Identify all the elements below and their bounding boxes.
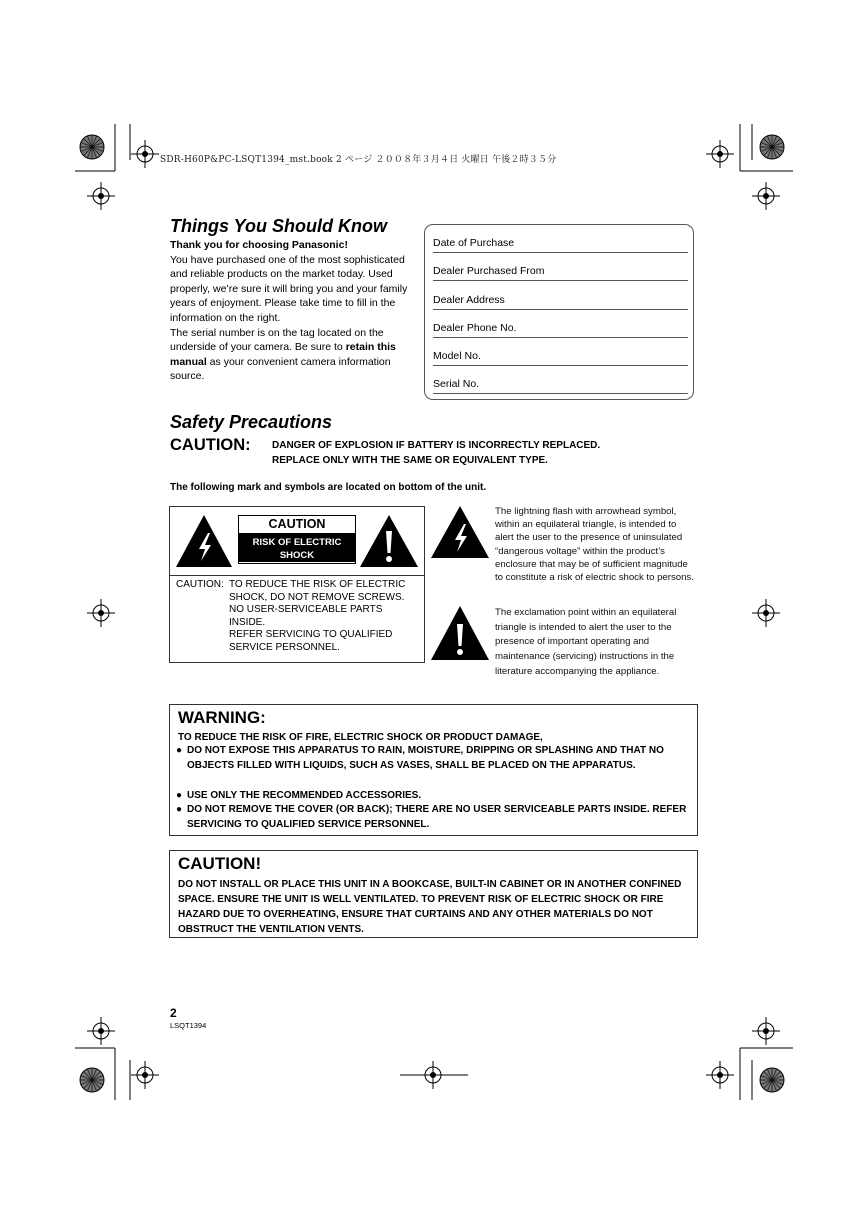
lightning-symbol-icon (429, 504, 491, 560)
caution-label-plate (169, 506, 425, 663)
warning-bullet: ● DO NOT REMOVE THE COVER (OR BACK); THERE ARE NO USER SERVICEABLE PARTS INSIDE. REFER SERVICING TO QUALIFIED SERVICE PERSONNEL. (176, 804, 687, 830)
thanks-line: Thank you for choosing Panasonic! (170, 239, 348, 251)
bullet-dot-icon: ● (176, 804, 183, 815)
things-title: Things You Should Know (170, 216, 387, 236)
lightning-symbol-text: The lightning flash with arrowhead symbol, within an equilateral triangle, is intended to alert the user to the presence of uninsulated “dangerous voltage” within the product’s enclosure that may be of sufficient magnitude to constitute a risk of electric shock to persons. (495, 506, 694, 584)
page-number: 2 (170, 1006, 177, 1020)
safety-title: Safety Precautions (170, 412, 333, 432)
caution-box-text: DO NOT INSTALL OR PLACE THIS UNIT IN A BOOKCASE, BUILT-IN CABINET OR IN ANOTHER CONFINED SPACE. ENSURE THE UNIT IS WELL VENTILATED. TO PREVENT RISK OF ELECTRIC SHOCK OR FIRE HAZARD DUE TO OVERHEATING, ENSURE THAT CURTAINS AND ANY OTHER MATERIALS DO NOT OBSTRUCT THE VENTILATION VENTS. (178, 879, 682, 935)
date-of-purchase-field[interactable]: Date of Purchase (433, 236, 688, 253)
document-code: LSQT1394 (170, 1021, 207, 1030)
bullet-dot-icon: ● (176, 745, 183, 756)
mark-intro-text: The following mark and symbols are located on bottom of the unit. (170, 482, 487, 493)
plate-caution-title: CAUTION (239, 516, 355, 534)
exclamation-warning-icon (358, 513, 420, 569)
caution-box (169, 850, 698, 938)
plate-risk-line: RISK OF ELECTRIC SHOCK (252, 537, 342, 561)
caution-box-title: CAUTION! (178, 854, 262, 873)
exclamation-symbol-text: The exclamation point within an equilateral triangle is intended to alert the user to the presence of important operating and maintenance (servicing) instructions in the literature accompanying the appliance. (495, 607, 677, 677)
file-header: SDR-H60P&PC-LSQT1394_mst.book 2 ページ ２００８年３月４日 火曜日 午後２時３５分 (160, 155, 557, 165)
warning-bullet: ● DO NOT EXPOSE THIS APPARATUS TO RAIN, MOISTURE, DRIPPING OR SPLASHING AND THAT NO OBJECTS FILLED WITH LIQUIDS, SUCH AS VASES, SHALL BE PLACED ON THE APPARATUS. (176, 745, 664, 771)
bullet-dot-icon: ● (176, 790, 183, 801)
warning-intro: TO REDUCE THE RISK OF FIRE, ELECTRIC SHOCK OR PRODUCT DAMAGE, (178, 732, 543, 743)
intro-text (170, 238, 415, 384)
warning-box (169, 704, 698, 836)
retain-manual-emphasis: retain this manual (170, 341, 396, 368)
dealer-address-field[interactable]: Dealer Address (433, 293, 688, 310)
model-no-field[interactable]: Model No. (433, 349, 688, 366)
serial-paragraph: The serial number is on the tag located on the underside of your camera. Be sure to retain this manual as your convenient camera information source. (170, 326, 396, 383)
caution-label: CAUTION: (170, 436, 251, 454)
label-caution-lead: CAUTION: (176, 579, 224, 590)
intro-paragraph: You have purchased one of the most sophisticated and reliable products on the market today. Used properly, we’re sure it will bring you and your family years of enjoyment. Please take time to fill in the information on the right. (170, 253, 408, 324)
purchase-info-box (424, 224, 694, 400)
label-caution-body: TO REDUCE THE RISK OF ELECTRIC SHOCK, DO NOT REMOVE SCREWS. NO USER-SERVICEABLE PARTS INSIDE. REFER SERVICING TO QUALIFIED SERVICE PERSONNEL. (229, 579, 406, 653)
battery-caution-text: DANGER OF EXPLOSION IF BATTERY IS INCORRECTLY REPLACED. REPLACE ONLY WITH THE SAME OR EQUIVALENT TYPE. (272, 440, 601, 466)
dealer-purchased-from-field[interactable]: Dealer Purchased From (433, 264, 688, 281)
plate-do-not-open: DO NOT OPEN (263, 563, 331, 574)
exclamation-symbol-icon (429, 604, 491, 662)
warning-title: WARNING: (178, 708, 266, 727)
dealer-phone-field[interactable]: Dealer Phone No. (433, 321, 688, 338)
lightning-warning-icon (174, 513, 234, 569)
serial-no-field[interactable]: Serial No. (433, 377, 688, 394)
warning-bullet: ● USE ONLY THE RECOMMENDED ACCESSORIES. (176, 790, 422, 801)
